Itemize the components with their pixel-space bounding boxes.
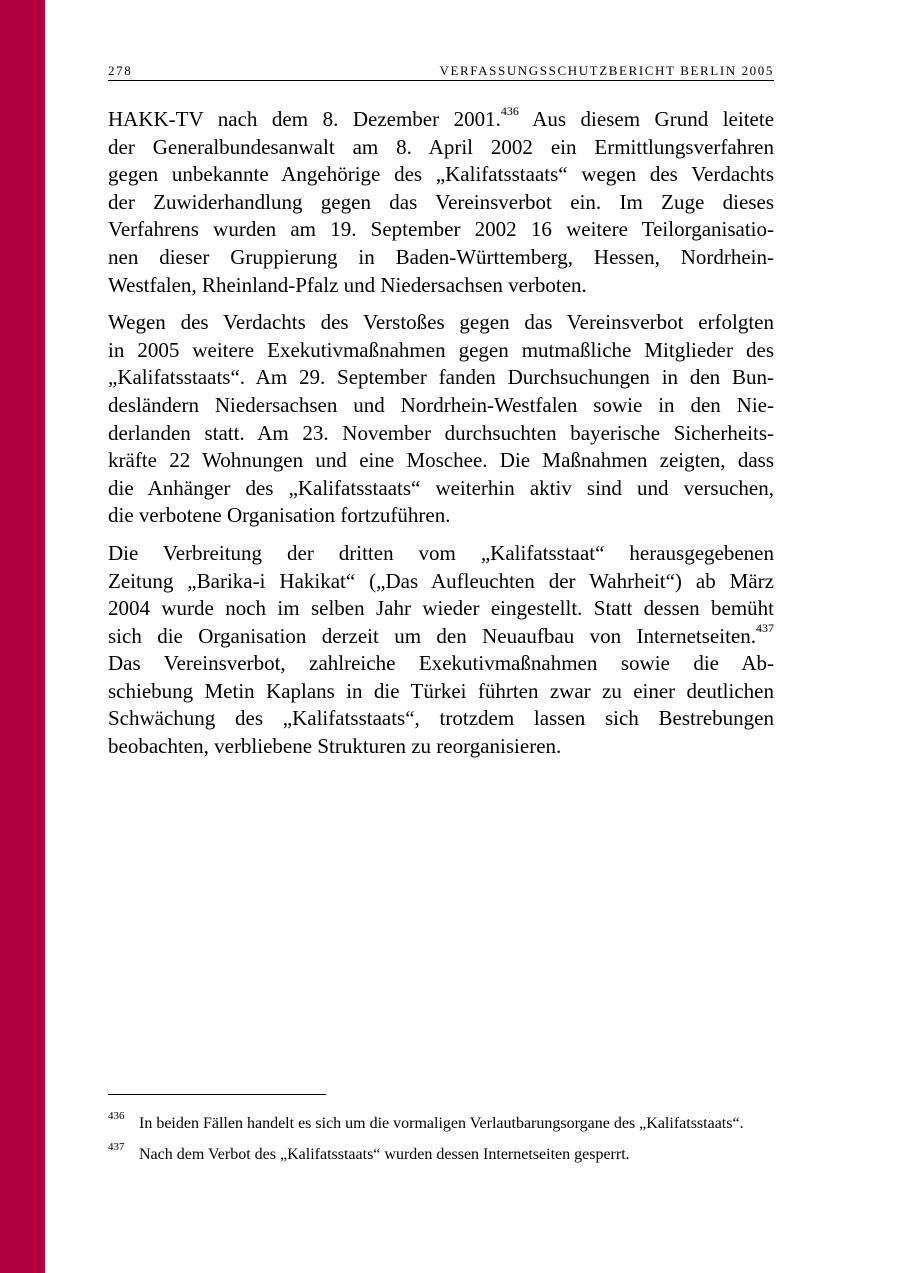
text-line: Westfalen, Rheinland-Pfalz und Niedersachsen verboten. [108, 272, 587, 297]
paragraph [108, 309, 774, 530]
header-rule [108, 80, 774, 81]
body-text [108, 106, 774, 771]
paragraph [108, 106, 774, 299]
text-line: der Zuwiderhandlung gegen das Vereinsverbot ein. Im Zuge dieses [108, 189, 774, 214]
text-line: gegen unbekannte Angehörige des „Kalifatsstaats“ wegen des Verdachts [108, 162, 774, 187]
text-line: derlanden statt. Am 23. November durchsuchten bayerische Sicherheits- [108, 420, 774, 445]
text-line: desländern Niedersachsen und Nordrhein-Westfalen sowie in den Nie- [108, 392, 774, 417]
footnote-reference[interactable]: 437 [756, 620, 774, 635]
footnote-text: In beiden Fällen handelt es sich um die vormaligen Verlautbarungsorgane des „Kalifatsstaats“. [139, 1115, 744, 1132]
running-header [108, 62, 774, 80]
page-number: 278 [108, 63, 133, 78]
text-line: kräfte 22 Wohnungen und eine Moschee. Die Maßnahmen zeigten, dass [108, 448, 774, 473]
footnote [108, 1141, 774, 1165]
footnotes [108, 1110, 774, 1175]
footnote-text: Nach dem Verbot des „Kalifatsstaats“ wurden dessen Internetseiten gesperrt. [139, 1146, 630, 1163]
text-line: nen dieser Gruppierung in Baden-Württemberg, Hessen, Nordrhein- [108, 244, 774, 269]
text-line: Das Vereinsverbot, zahlreiche Exekutivmaßnahmen sowie die Ab- [108, 651, 774, 676]
text-line: Die Verbreitung der dritten vom „Kalifatsstaat“ herausgegebenen [108, 540, 774, 565]
text-line: schiebung Metin Kaplans in die Türkei führten zwar zu einer deutlichen [108, 678, 774, 703]
footnote-reference[interactable]: 436 [500, 104, 519, 118]
footnote-separator [108, 1094, 326, 1095]
text-line: in 2005 weitere Exekutivmaßnahmen gegen mutmaßliche Mitglieder des [108, 337, 774, 362]
text-line: sich die Organisation derzeit um den Neuaufbau von Internetseiten.$^{437}$ [108, 620, 774, 648]
text-line: Zeitung „Barika-i Hakikat“ („Das Aufleuchten der Wahrheit“) ab März [108, 568, 774, 593]
text-line: Schwächung des „Kalifatsstaats“, trotzdem lassen sich Bestrebungen [108, 706, 774, 731]
text-line: 2004 wurde noch im selben Jahr wieder eingestellt. Statt dessen bemüht [108, 596, 774, 621]
paragraph [108, 540, 774, 761]
text-line: die Anhänger des „Kalifatsstaats“ weiterhin aktiv sind und versuchen, [108, 475, 774, 500]
footnote [108, 1110, 774, 1134]
text-line: Wegen des Verdachts des Verstoßes gegen das Vereinsverbot erfolgten [108, 310, 774, 335]
header-title: VERFASSUNGSSCHUTZBERICHT BERLIN 2005 [439, 63, 774, 78]
margin-color-bar [0, 0, 45, 1273]
footnote-number: 437 [108, 1141, 125, 1153]
text-line: Verfahrens wurden am 19. September 2002 16 weitere Teilorganisatio- [108, 217, 774, 242]
footnote-number: 436 [108, 1110, 125, 1122]
text-line: beobachten, verbliebene Strukturen zu reorganisieren. [108, 734, 562, 759]
text-line: die verbotene Organisation fortzuführen. [108, 503, 451, 528]
text-line: „Kalifatsstaats“. Am 29. September fanden Durchsuchungen in den Bun- [108, 365, 774, 390]
text-line: HAKK-TV nach dem 8. Dezember 2001.$^{436}$ Aus diesem Grund leitete [108, 104, 775, 131]
text-line: der Generalbundesanwalt am 8. April 2002 ein Ermittlungsverfahren [108, 134, 774, 159]
